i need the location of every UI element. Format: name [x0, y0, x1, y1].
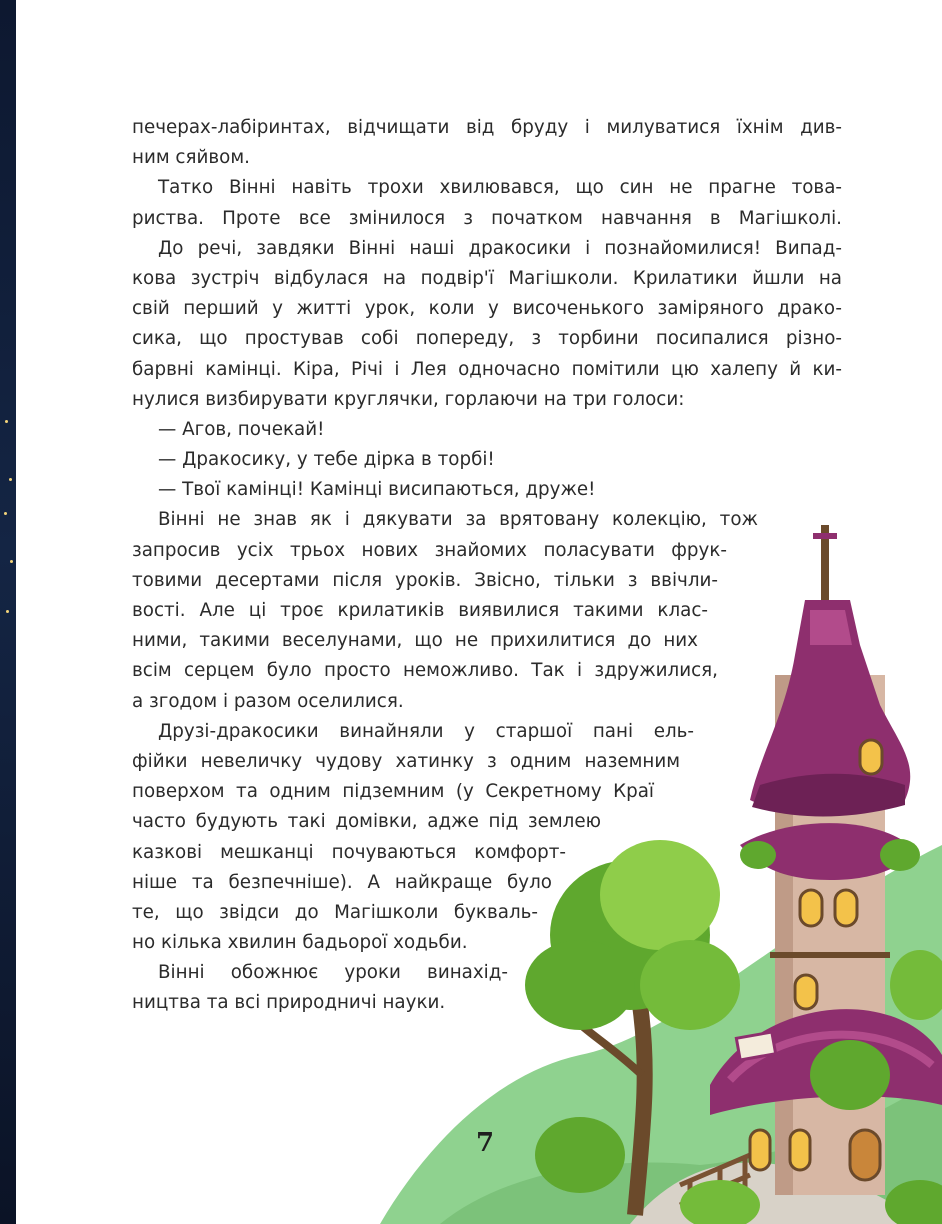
sparkle [4, 512, 7, 515]
text-line: ними, такими веселунами, що не прихилитися до них [132, 630, 698, 652]
text-line: ніше та безпечніше). А найкраще було [132, 871, 552, 893]
text-line: До речі, завдяки Вінні наші дракосики і познайомилися! Випад- [158, 237, 842, 259]
text-line: Вінні обожнює уроки винахід- [158, 962, 508, 984]
text-line: риства. Проте все змінилося з початком навчання в Магішколі. [132, 207, 842, 229]
spire-cross [813, 533, 837, 539]
text-line: но кілька хвилин бадьорої ходьби. [132, 932, 468, 954]
text-line: товими десертами після уроків. Звісно, тільки з ввічли- [132, 569, 718, 591]
tower-house-illustration [380, 515, 942, 1224]
text-line: те, що звідси до Магішколи буквaль- [132, 901, 538, 923]
text-line: вості. Але ці троє крилатиків виявилися такими клас- [132, 600, 708, 621]
sparkle [9, 478, 12, 481]
bush [535, 1117, 625, 1193]
text-line: Татко Вінні навіть трохи хвилювався, що син не прагне това- [158, 177, 842, 199]
text-line: кова зустріч відбулася на подвір'ї Магішколи. Крилатики йшли на [132, 267, 842, 289]
text-line: сика, що простував собі попереду, з торбини посипалися різно- [132, 328, 842, 350]
ivy [740, 841, 776, 869]
text-line: казкові мешканці почуваються комфорт- [132, 841, 566, 863]
text-line: печерах-лабіринтах, відчищати від бруду і милуватися їхнім див- [132, 117, 842, 138]
text-line: часто будують такі домівки, адже під землею [132, 811, 601, 833]
roof-highlight [810, 610, 852, 645]
window [795, 975, 817, 1009]
window [750, 1130, 770, 1170]
text-line: ництва та всі природничі науки. [132, 992, 446, 1014]
sparkle [10, 560, 13, 563]
ivy [880, 839, 920, 871]
text-line: нулися визбирувати круглячки, горлаючи на три голоси: [132, 388, 685, 410]
sign-board [736, 1032, 775, 1060]
dialogue-line: — Твої камінці! Камінці висипаються, друже! [158, 479, 596, 501]
text-line: свій перший у житті урок, коли у височенького заміряного дракo- [132, 298, 842, 320]
text-line: фійки невеличку чудову хатинку з одним наземним [132, 750, 680, 772]
window [800, 890, 822, 926]
text-line: поверхом та одним підземним (у Секретному Краї [132, 781, 654, 803]
text-line: всім серцем було просто неможливо. Так і здружилися, [132, 660, 718, 682]
bush [810, 1040, 890, 1110]
dialogue-line: — Дракосику, у тебе дірка в торбі! [158, 449, 495, 471]
window [860, 740, 882, 774]
page-number: 7 [476, 1128, 495, 1158]
text-line: ним сяйвом. [132, 147, 250, 169]
text-line: запросив усіх трьох нових знайомих поласувати фрук- [132, 539, 727, 561]
sparkle [6, 610, 9, 613]
window [790, 1130, 810, 1170]
window [835, 890, 857, 926]
door [850, 1130, 880, 1180]
text-line: Друзі-дракосики винайняли у старшої пані ель- [158, 720, 694, 742]
tree-crown [640, 940, 740, 1030]
text-line: барвні камінці. Кіра, Річі і Лея одночасно помітили цю халепу й ки- [132, 358, 842, 380]
tree-trunk [635, 1005, 645, 1215]
night-sky-edge [0, 0, 16, 1224]
tree-crown-highlight [600, 840, 720, 950]
dialogue-line: — Агов, почекай! [158, 418, 325, 440]
text-line: Вінні не знав як і дякувати за врятовану колекцію, тож [158, 509, 758, 531]
sparkle [5, 420, 8, 423]
tree-crown [525, 940, 635, 1030]
text-line: а згодом і разом оселилися. [132, 690, 404, 712]
